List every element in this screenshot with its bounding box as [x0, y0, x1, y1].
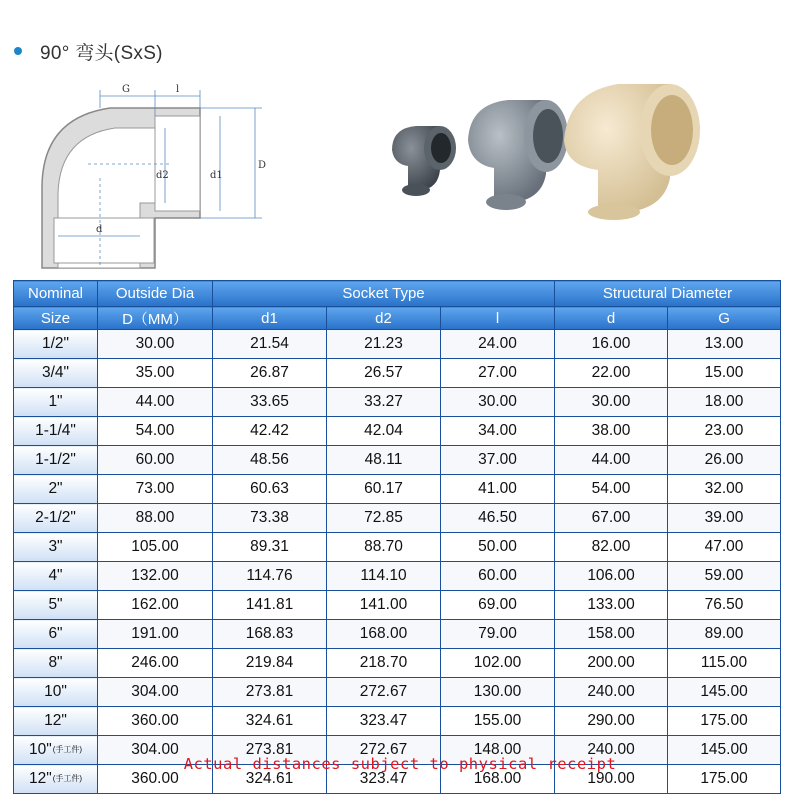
table-row: [14, 533, 781, 562]
cell-d2: 21.23: [327, 330, 441, 359]
cell-d1: 114.76: [213, 562, 327, 591]
cell-d2: 72.85: [327, 504, 441, 533]
table-group-header: [14, 281, 781, 307]
cell-l: 24.00: [441, 330, 555, 359]
cell-d1: 273.81: [213, 736, 327, 765]
cell-G: 145.00: [668, 736, 781, 765]
cell-G: 47.00: [668, 533, 781, 562]
cell-G: 32.00: [668, 475, 781, 504]
size-value: 1": [48, 393, 63, 410]
cell-size: [14, 649, 98, 678]
col-d2: d2: [327, 307, 441, 330]
cell-size: [14, 359, 98, 388]
cell-G: 13.00: [668, 330, 781, 359]
table-row: [14, 359, 781, 388]
cell-size: [14, 620, 98, 649]
cell-D: 360.00: [98, 707, 213, 736]
size-value: 1-1/4": [35, 422, 76, 439]
cell-d2: 33.27: [327, 388, 441, 417]
header-structural-diameter: Structural Diameter: [555, 281, 781, 307]
cell-d1: 73.38: [213, 504, 327, 533]
cell-D: 132.00: [98, 562, 213, 591]
cell-d: 158.00: [555, 620, 668, 649]
cell-d: 82.00: [555, 533, 668, 562]
cell-l: 50.00: [441, 533, 555, 562]
size-value: 12": [44, 712, 67, 729]
table-row: [14, 388, 781, 417]
cell-l: 41.00: [441, 475, 555, 504]
cell-D: 304.00: [98, 678, 213, 707]
cell-G: 15.00: [668, 359, 781, 388]
size-value: 10": [44, 683, 67, 700]
cell-size: [14, 591, 98, 620]
table-row: [14, 446, 781, 475]
cell-d: 38.00: [555, 417, 668, 446]
cell-size: [14, 562, 98, 591]
table-row: [14, 649, 781, 678]
cell-d: 200.00: [555, 649, 668, 678]
size-value: 1-1/2": [35, 451, 76, 468]
cell-d2: 168.00: [327, 620, 441, 649]
cell-l: 60.00: [441, 562, 555, 591]
cell-G: 26.00: [668, 446, 781, 475]
cell-d1: 141.81: [213, 591, 327, 620]
cell-d1: 168.83: [213, 620, 327, 649]
size-value: 3/4": [41, 364, 70, 381]
cell-size: [14, 417, 98, 446]
cell-G: 175.00: [668, 765, 781, 794]
table-row: [14, 504, 781, 533]
cell-D: 54.00: [98, 417, 213, 446]
size-value: 6": [48, 625, 63, 642]
cell-d: 67.00: [555, 504, 668, 533]
table-row: [14, 707, 781, 736]
elbow-diagram: [30, 78, 280, 273]
cell-d: 54.00: [555, 475, 668, 504]
size-value: 8": [48, 654, 63, 671]
table-row: [14, 591, 781, 620]
cell-d2: 272.67: [327, 736, 441, 765]
cell-d1: 26.87: [213, 359, 327, 388]
cell-l: 168.00: [441, 765, 555, 794]
cell-G: 89.00: [668, 620, 781, 649]
cell-l: 155.00: [441, 707, 555, 736]
cell-l: 27.00: [441, 359, 555, 388]
cell-size: [14, 475, 98, 504]
col-l: l: [441, 307, 555, 330]
diagram-label-d: d: [96, 224, 103, 235]
cell-size: [14, 330, 98, 359]
diagram-label-D: D: [258, 160, 267, 171]
cell-d2: 88.70: [327, 533, 441, 562]
cell-d: 16.00: [555, 330, 668, 359]
cell-l: 46.50: [441, 504, 555, 533]
bullet-icon: [14, 47, 22, 55]
cell-size: [14, 504, 98, 533]
cell-d: 290.00: [555, 707, 668, 736]
cell-D: 44.00: [98, 388, 213, 417]
cell-l: 102.00: [441, 649, 555, 678]
spec-table: [13, 280, 781, 794]
cell-l: 79.00: [441, 620, 555, 649]
cell-D: 191.00: [98, 620, 213, 649]
cell-d1: 33.65: [213, 388, 327, 417]
table-row: [14, 330, 781, 359]
size-value: 12": [28, 770, 52, 788]
cell-D: 105.00: [98, 533, 213, 562]
cell-d2: 323.47: [327, 707, 441, 736]
cell-l: 34.00: [441, 417, 555, 446]
cell-D: 73.00: [98, 475, 213, 504]
cell-l: 69.00: [441, 591, 555, 620]
cell-d1: 89.31: [213, 533, 327, 562]
table-body: [14, 330, 781, 794]
col-d: d: [555, 307, 668, 330]
cell-D: 304.00: [98, 736, 213, 765]
table-row: [14, 417, 781, 446]
cell-G: 115.00: [668, 649, 781, 678]
cell-d1: 21.54: [213, 330, 327, 359]
size-note: (手工件): [52, 774, 83, 784]
cell-D: 88.00: [98, 504, 213, 533]
spec-table-container: [13, 280, 780, 794]
cell-size: [14, 533, 98, 562]
cell-size: [14, 707, 98, 736]
cell-D: 360.00: [98, 765, 213, 794]
cell-d: 44.00: [555, 446, 668, 475]
cell-l: 130.00: [441, 678, 555, 707]
cell-D: 246.00: [98, 649, 213, 678]
size-value: 2-1/2": [35, 509, 76, 526]
size-value: 1/2": [41, 335, 70, 352]
size-value: 2": [48, 480, 63, 497]
cell-d2: 141.00: [327, 591, 441, 620]
cell-size: [14, 446, 98, 475]
cell-G: 39.00: [668, 504, 781, 533]
cell-d1: 273.81: [213, 678, 327, 707]
cell-d2: 218.70: [327, 649, 441, 678]
cell-d2: 114.10: [327, 562, 441, 591]
cell-size: [14, 678, 98, 707]
cell-size: [14, 388, 98, 417]
col-size: Size: [14, 307, 98, 330]
cell-G: 175.00: [668, 707, 781, 736]
table-row: [14, 678, 781, 707]
cell-d: 240.00: [555, 678, 668, 707]
cell-D: 60.00: [98, 446, 213, 475]
diagram-label-d2: d2: [156, 170, 169, 181]
cell-d2: 60.17: [327, 475, 441, 504]
cell-d: 190.00: [555, 765, 668, 794]
cell-d2: 272.67: [327, 678, 441, 707]
cell-d1: 219.84: [213, 649, 327, 678]
header-socket-type: Socket Type: [213, 281, 555, 307]
cell-d1: 324.61: [213, 765, 327, 794]
table-column-header: [14, 307, 781, 330]
elbow-grey: [468, 100, 568, 210]
cell-d1: 42.42: [213, 417, 327, 446]
header-outside-dia: Outside Dia: [98, 281, 213, 307]
diagram-label-l: l: [176, 84, 180, 95]
title-row: [14, 36, 163, 66]
cell-G: 18.00: [668, 388, 781, 417]
size-value: 4": [48, 567, 63, 584]
cell-d2: 42.04: [327, 417, 441, 446]
cell-d1: 324.61: [213, 707, 327, 736]
size-value: 5": [48, 596, 63, 613]
cell-G: 76.50: [668, 591, 781, 620]
cell-d: 240.00: [555, 736, 668, 765]
col-d1: d1: [213, 307, 327, 330]
table-row: [14, 620, 781, 649]
cell-d: 30.00: [555, 388, 668, 417]
cell-d2: 48.11: [327, 446, 441, 475]
cell-d2: 323.47: [327, 765, 441, 794]
product-photo: [378, 70, 708, 220]
cell-d: 106.00: [555, 562, 668, 591]
cell-l: 37.00: [441, 446, 555, 475]
elbow-dark: [392, 126, 456, 196]
cell-G: 145.00: [668, 678, 781, 707]
cell-d: 133.00: [555, 591, 668, 620]
header-nominal: Nominal: [14, 281, 98, 307]
elbow-cream: [564, 84, 700, 220]
cell-d1: 48.56: [213, 446, 327, 475]
cell-d: 22.00: [555, 359, 668, 388]
col-D: D（MM）: [98, 307, 213, 330]
size-note: (手工件): [52, 745, 83, 754]
footer-note: Actual distances subject to physical receipt: [183, 755, 617, 773]
cell-G: 23.00: [668, 417, 781, 446]
page-title: 90° 弯头(SxS): [40, 42, 163, 64]
cell-D: 30.00: [98, 330, 213, 359]
cell-d2: 26.57: [327, 359, 441, 388]
diagram-label-d1: d1: [210, 170, 223, 181]
table-row: [14, 475, 781, 504]
size-value: 3": [48, 538, 63, 555]
size-value: 10": [28, 741, 52, 759]
cell-l: 30.00: [441, 388, 555, 417]
cell-D: 162.00: [98, 591, 213, 620]
cell-l: 148.00: [441, 736, 555, 765]
cell-d1: 60.63: [213, 475, 327, 504]
cell-G: 59.00: [668, 562, 781, 591]
cell-D: 35.00: [98, 359, 213, 388]
table-row: [14, 562, 781, 591]
col-G: G: [668, 307, 781, 330]
diagram-label-G: G: [122, 84, 130, 95]
